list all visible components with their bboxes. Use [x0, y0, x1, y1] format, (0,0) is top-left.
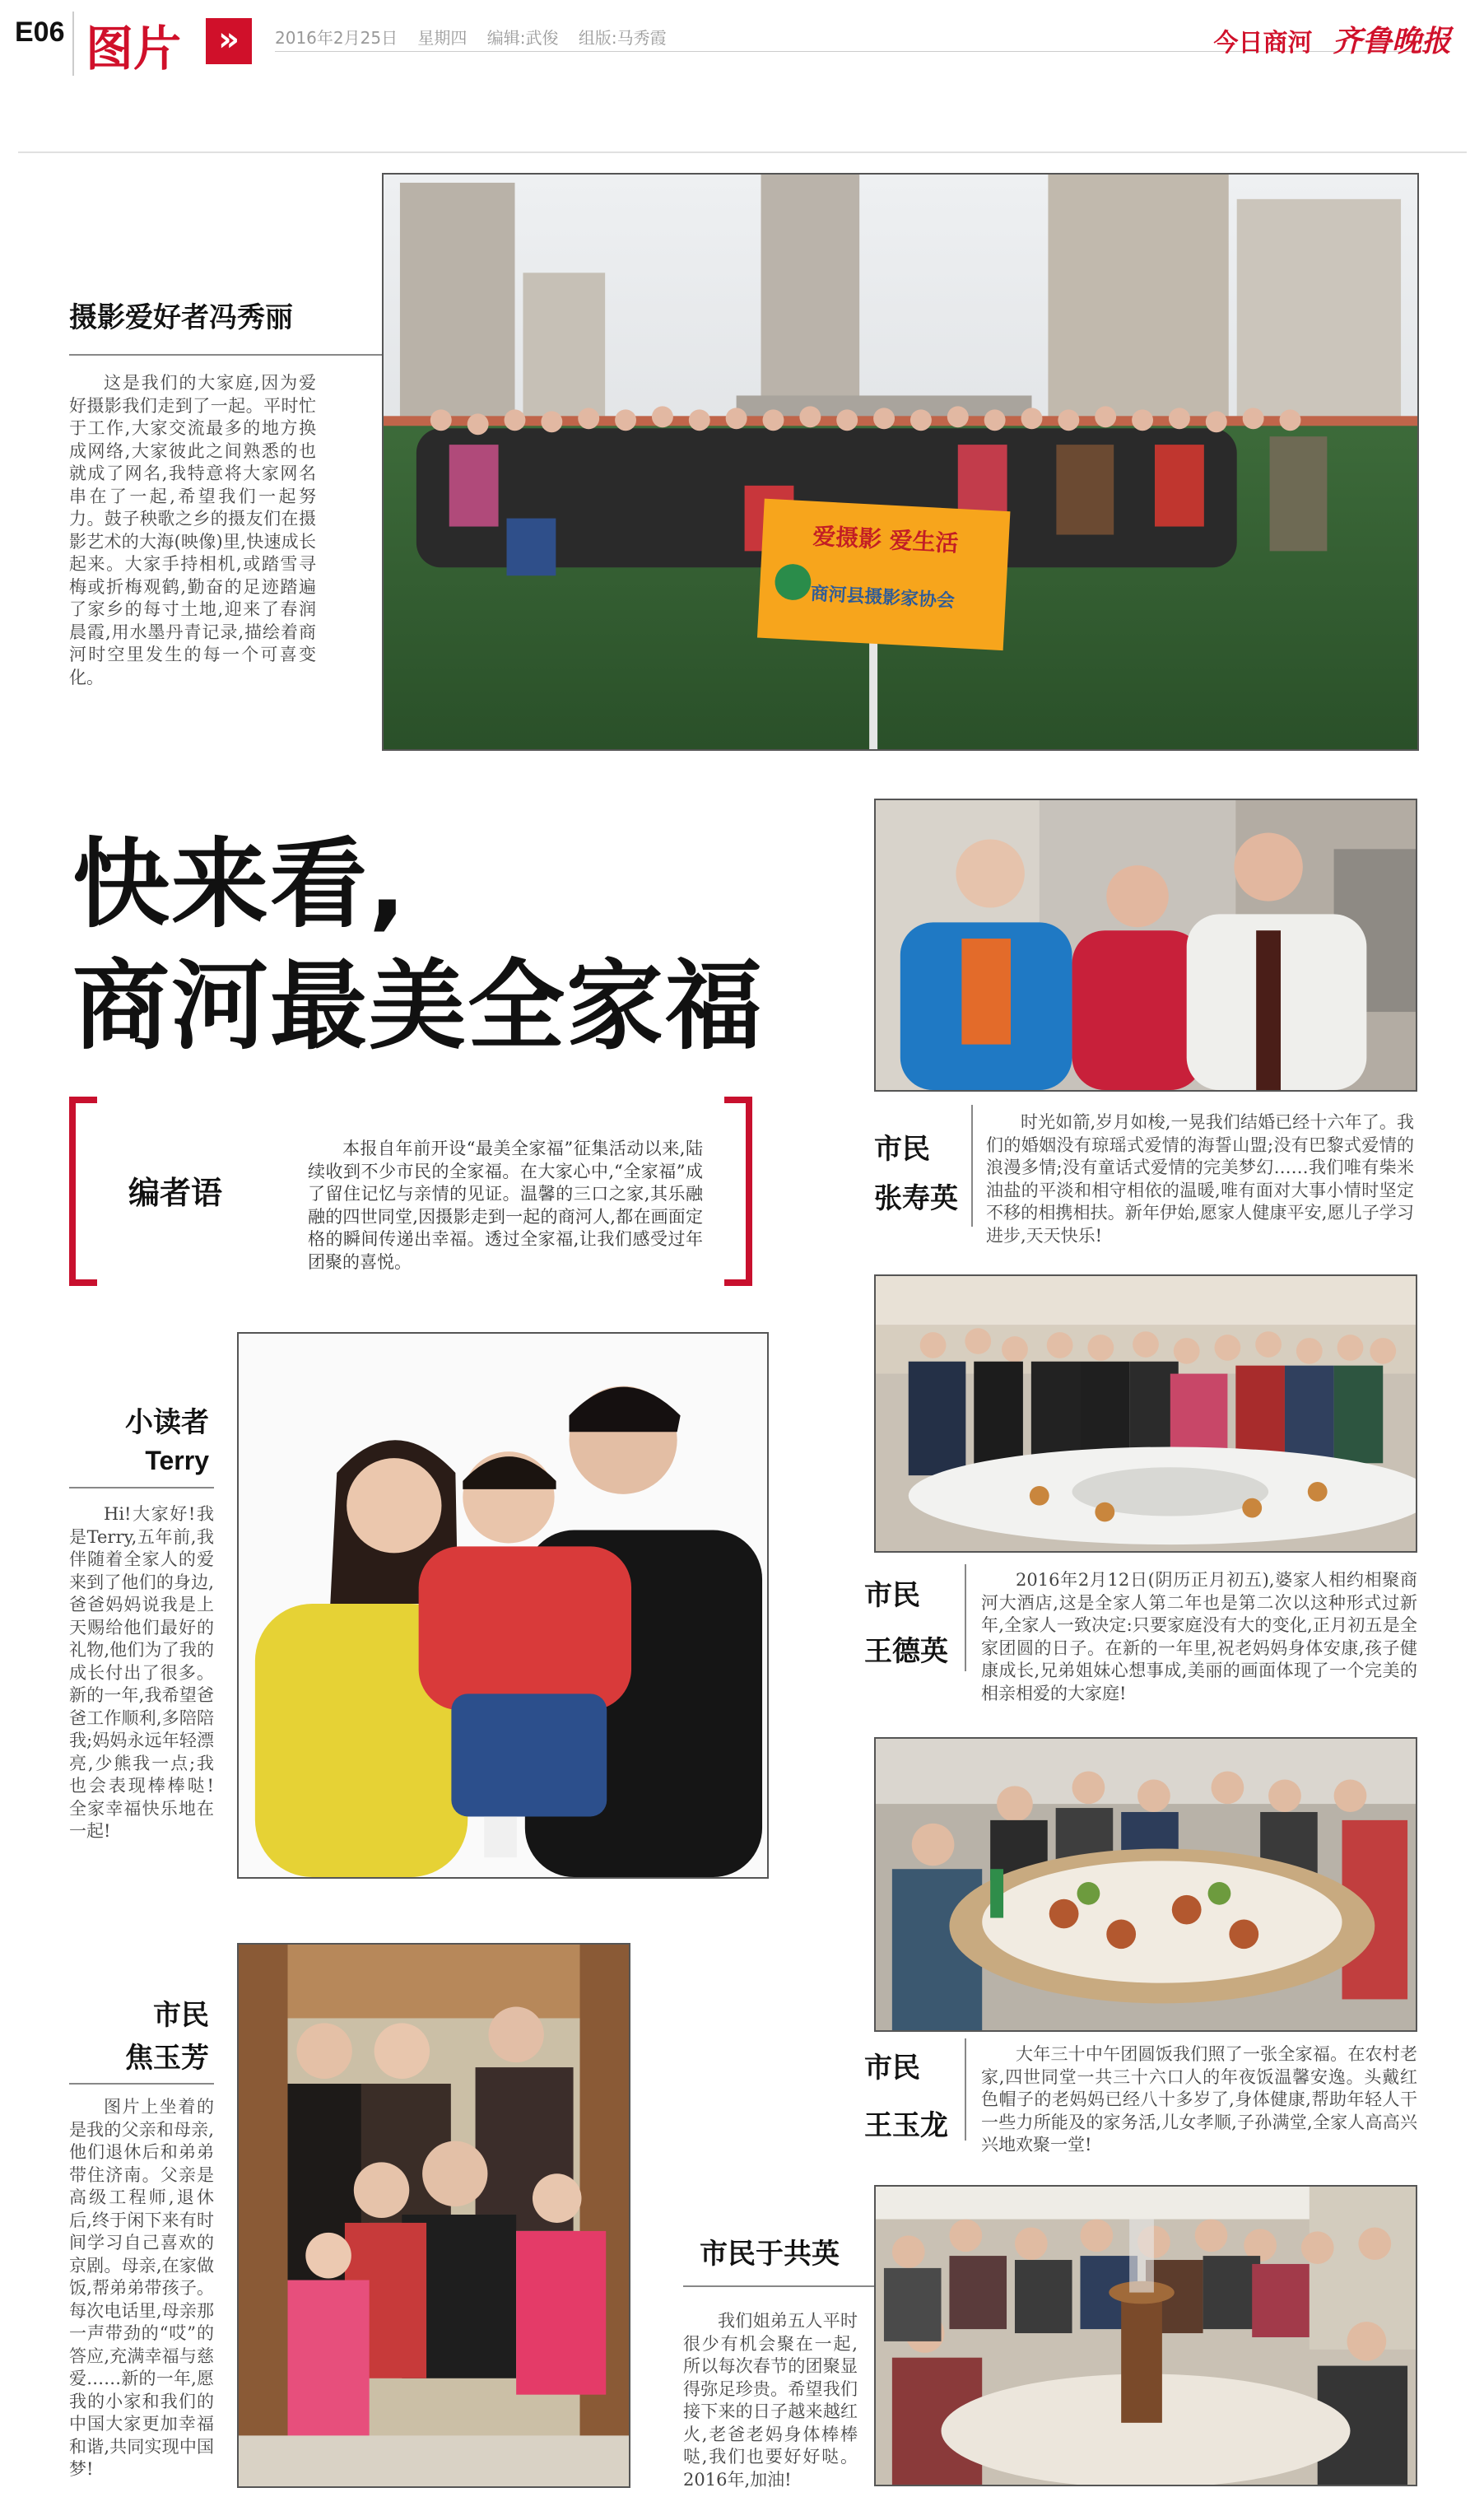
wangyu-label-rule	[965, 2038, 966, 2141]
wangde-text: 2016年2月12日(阴历正月初五),婆家人相约相聚商河大酒店,这是全家人第二年也是第二次以这种形式过新年,全家人一致决定:只要家庭没有大的变化,正月初五是全家团圆的日子。在新的一年里,祝老妈妈身体安康,孩子健康成长,兄弟姐妹心想事成,美丽的画面体现了一个完美的相亲相爱的大家庭!	[981, 1570, 1417, 1703]
zhang-label-1: 市民	[874, 1133, 930, 1166]
newspaper-logo: 齐鲁晚报	[1332, 24, 1451, 58]
section-arrow-icon: »	[206, 18, 252, 64]
yu-text: 我们姐弟五人平时很少有机会聚在一起,所以每次春节的团聚显得弥足珍贵。希望我们接下来的日子越来越红火,老爸老妈身体棒棒哒,我们也要好好哒。2016年,加油!	[683, 2311, 858, 2490]
club-banner-name: 商河县摄影家协会	[810, 584, 956, 613]
photo-yu-family	[874, 2185, 1417, 2486]
top-rule	[18, 151, 1467, 153]
wangyu-text: 大年三十中午团圆饭我们照了一张全家福。在农村老家,四世同堂一共三十六口人的年夜饭温馨安逸。头戴红色帽子的老妈妈已经八十多岁了,身体健康,帮助年轻人干一些力所能及的家务活,儿女孝顺,子孙满堂,全家人高高兴兴地欢聚一堂!	[981, 2044, 1417, 2155]
headline-line-2: 商河最美全家福	[72, 949, 765, 1063]
jiao-label-rule	[69, 2083, 214, 2085]
header-right	[1214, 18, 1451, 60]
wangde-label-1: 市民	[864, 1579, 920, 1612]
photo-jiao-family	[237, 1943, 630, 2488]
yu-label: 市民于共英	[700, 2238, 840, 2271]
wangyu-label-1: 市民	[864, 2052, 920, 2085]
feng-label: 摄影爱好者冯秀丽	[69, 301, 293, 334]
jiao-text: 图片上坐着的是我的父亲和母亲,他们退休后和弟弟带住济南。父亲是高级工程师,退休后,终于闲下来有时间学习自己喜欢的京剧。母亲,在家做饭,帮弟弟带孩子。每次电话里,母亲那一声带劲的“哎”的答应,充满幸福与慈爱……新的一年,愿我的小家和我们的中国大家更加幸福和谐,共同实现中国梦!	[69, 2097, 214, 2479]
terry-label-1: 小读者	[125, 1406, 209, 1439]
wangde-label-rule	[965, 1564, 966, 1671]
zhang-label-rule	[971, 1105, 973, 1227]
photo-terry-family	[237, 1332, 769, 1879]
main-headline	[72, 823, 764, 1067]
photo-wangde-family	[874, 1274, 1417, 1553]
yu-label-rule	[683, 2285, 874, 2287]
issue-info: 2016年2月25日 星期四 编辑:武俊 组版:马秀霞	[275, 28, 667, 48]
zhang-text: 时光如箭,岁月如梭,一晃我们结婚已经十六年了。我们的婚姻没有琼瑶式爱情的海誓山盟;没有巴黎式爱情的浪漫多情;没有童话式爱情的完美梦幻……我们唯有柴米油盐的平淡和相守相依的温暖,唯有面对大事小情时坚定不移的相携相扶。新年伊始,愿家人健康平安,愿儿子学习进步,天天快乐!	[986, 1112, 1414, 1246]
editor-text: 本报自年前开设“最美全家福”征集活动以来,陆续收到不少市民的全家福。在大家心中,“全家福”成了留住记忆与亲情的见证。温馨的三口之家,其乐融融的四世同堂,因摄影走到一起的商河人,都在画面定格的瞬间传递出幸福。透过全家福,让我们感受过年团聚的喜悦。	[308, 1139, 703, 1272]
wangde-label-2: 王德英	[864, 1635, 948, 1668]
header-divider	[72, 12, 74, 76]
terry-label-2: Terry	[145, 1446, 209, 1475]
jiao-label-1: 市民	[153, 1999, 209, 2032]
editor-label: 编者语	[128, 1175, 223, 1211]
editor-bracket-right	[724, 1097, 752, 1286]
feng-label-rule	[69, 354, 382, 356]
zhang-label-2: 张寿英	[874, 1182, 958, 1215]
editor-bracket-left	[69, 1097, 97, 1286]
feng-text: 这是我们的大家庭,因为爱好摄影我们走到了一起。平时忙于工作,大家交流最多的地方换成网络,大家彼此之间熟悉的也就成了网名,我特意将大家网名串在了一起,希望我们一起努力。鼓子秧歌之乡的摄友们在摄影艺术的大海(映像)里,快速成长起来。大家手持相机,或踏雪寻梅或折梅观鹤,勤奋的足迹踏遍了家乡的每寸土地,迎来了春润晨霞,用水墨丹青记录,描绘着商河时空里发生的每一个可喜变化。	[69, 373, 316, 687]
terry-label-rule	[69, 1487, 214, 1488]
photo-wangyu-family	[874, 1737, 1417, 2032]
jiao-label-2: 焦玉芳	[125, 2042, 209, 2075]
photo-club-group	[382, 173, 1419, 751]
edition-label: 今日商河	[1213, 29, 1313, 58]
section-title: 图片	[86, 21, 182, 77]
page-number: E06	[15, 16, 65, 48]
terry-text: Hi!大家好!我是Terry,五年前,我伴随着全家人的爱来到了他们的身边,爸爸妈妈说我是上天赐给他们最好的礼物,他们为了我的成长付出了很多。新的一年,我希望爸爸工作顺利,多陪陪我;妈妈永远年轻漂亮,少熊我一点;我也会表现棒棒哒!全家幸福快乐地在一起!	[69, 1504, 214, 1841]
photo-zhang-family	[874, 799, 1417, 1092]
headline-line-1: 快来看,	[72, 827, 407, 941]
wangyu-label-2: 王玉龙	[864, 2109, 948, 2142]
club-banner-slogan: 爱摄影 爱生活	[812, 522, 960, 557]
